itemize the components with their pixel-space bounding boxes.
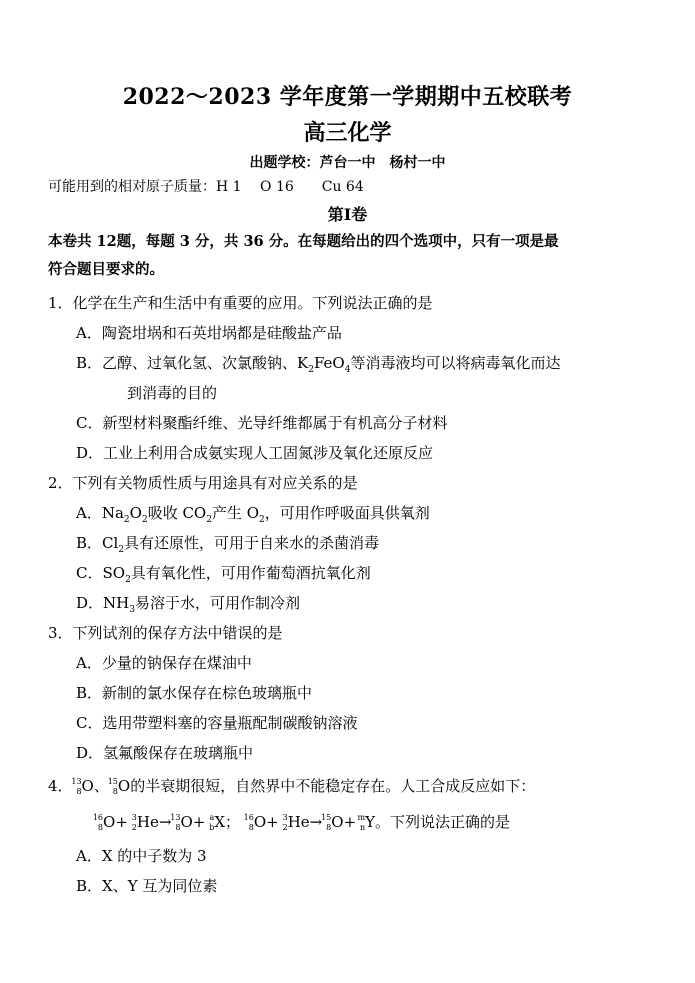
nuclide-o13: 13 8 — [71, 777, 82, 796]
setting-schools: 出题学校：芦台一中 杨村一中 — [249, 155, 446, 171]
volume-heading: 第Ⅰ卷 — [327, 205, 368, 224]
question-2-option-d: D．$NH_3$易溶于水，可用作制冷剂 — [76, 594, 300, 615]
question-4-equations: 16 8 O+ 3 2 He→ 13 8 O+ a b X； 16 8 O+ 3 2 He→ 15 8 O+ m n Y。下列说法正确的是 — [92, 813, 511, 832]
question-1-option-b-continued: 到消毒的目的 — [127, 384, 218, 402]
subject-title: 高三化学 — [303, 120, 392, 146]
question-1-stem: 1．化学在生产和生活中有重要的应用。下列说法正确的是 — [48, 294, 433, 312]
question-3-option-c: C．选用带塑料塞的容量瓶配制碳酸钠溶液 — [76, 714, 358, 732]
question-2-option-b: B．$Cl_2$具有还原性，可用于自来水的杀菌消毒 — [76, 534, 380, 555]
question-4-option-a: A．X 的中子数为 3 — [76, 847, 207, 865]
question-4-stem: 4． 13 8 O、 15 8 O的半衰期很短，自然界中不能稳定存在。人工合成反应如下： — [48, 777, 536, 796]
question-1-option-a: A．陶瓷坩埚和石英坩埚都是硅酸盐产品 — [76, 324, 342, 342]
nuclide-o15: 15 8 — [107, 777, 118, 796]
atomic-masses: 可能用到的相对原子质量：H 1 O 16 Cu 64 — [48, 179, 364, 195]
question-1-option-b: B．乙醇、过氧化氢、次氯酸钠、$K_2FeO_4$等消毒液均可以将病毒氧化而达 — [76, 354, 561, 375]
question-3-stem: 3．下列试剂的保存方法中错误的是 — [48, 624, 283, 642]
question-3-option-a: A．少量的钠保存在煤油中 — [76, 654, 252, 672]
question-4-option-b: B．X、Y 互为同位素 — [76, 877, 218, 895]
instructions-line-2: 符合题目要求的。 — [48, 261, 164, 278]
question-2-option-a: A．$Na_2O_2$吸收 $CO_2$产生 $O_2$，可用作呼吸面具供氧剂 — [76, 504, 430, 525]
question-3-option-b: B．新制的氯水保存在棕色玻璃瓶中 — [76, 684, 313, 702]
question-1-option-d: D．工业上利用合成氨实现人工固氮涉及氧化还原反应 — [76, 444, 434, 462]
question-2-option-c: C．$SO_2$具有氧化性，可用作葡萄酒抗氧化剂 — [76, 564, 371, 585]
question-1-option-c: C．新型材料聚酯纤维、光导纤维都属于有机高分子材料 — [76, 414, 448, 432]
exam-title: 2022～2023 学年度第一学期期中五校联考 — [122, 84, 573, 110]
question-3-option-d: D．氢氟酸保存在玻璃瓶中 — [76, 744, 254, 762]
question-2-stem: 2．下列有关物质性质与用途具有对应关系的是 — [48, 474, 358, 492]
instructions-line-1: 本卷共 12题，每题 3 分，共 36 分。在每题给出的四个选项中，只有一项是最 — [48, 233, 559, 250]
